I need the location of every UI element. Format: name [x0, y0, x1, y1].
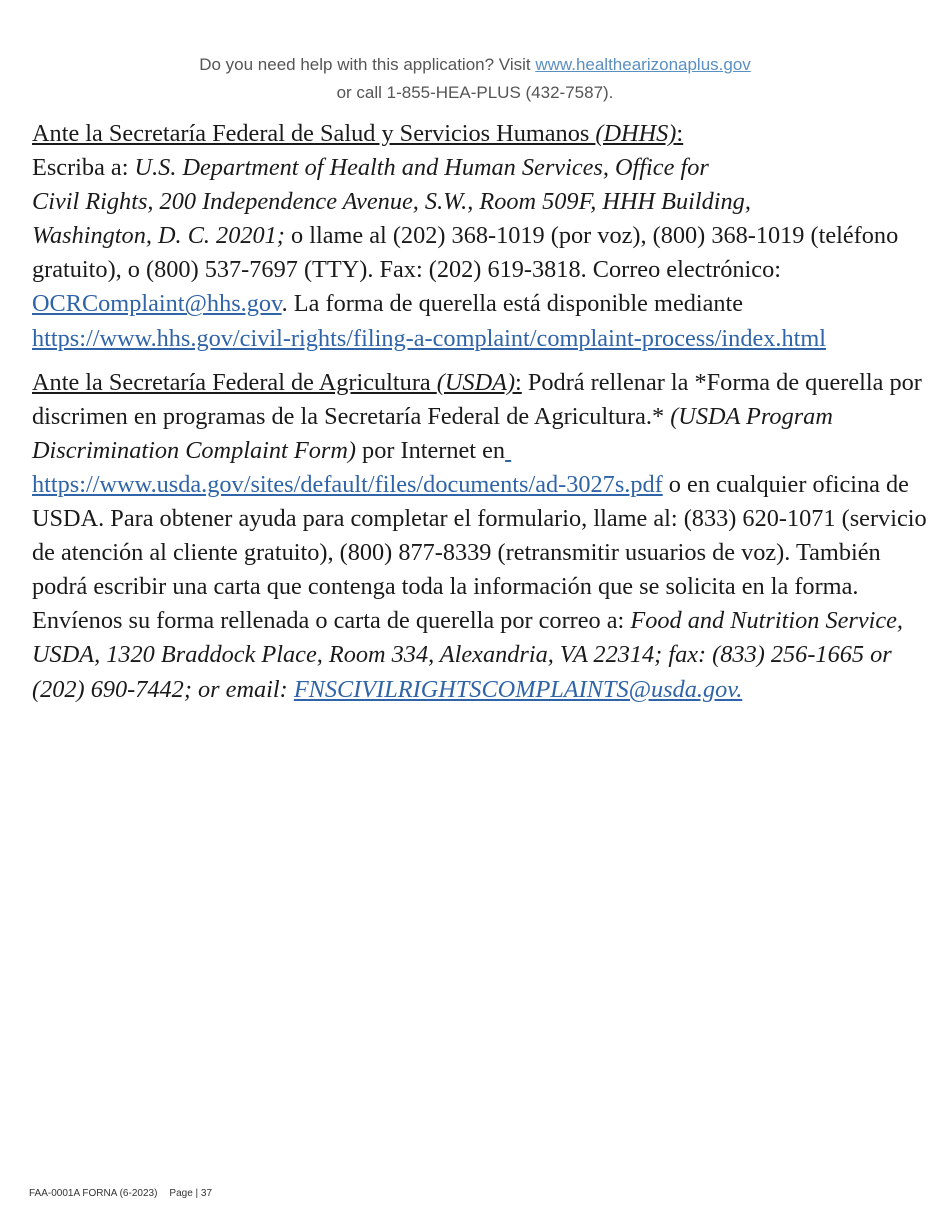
usda-instructions-text: o en cualquier oficina de USDA. Para obtener ayuda para completar el formulario, llame al: (833) 620-1071 (servicio de atención al cliente gratuito), (800) 877-8339 (retransmitir usuarios de voz). También podrá escribir una carta que contenga toda la información que se solicita en la forma. Envíenos su forma rellenada o carta de querella por correo a:: [32, 470, 927, 635]
dhhs-email-link[interactable]: OCRComplaint@hhs.gov: [32, 290, 282, 318]
usda-heading: [32, 369, 522, 396]
footer-page-number: Page | 37: [169, 1188, 213, 1199]
dhhs-write-label: Escriba a:: [32, 154, 135, 182]
usda-email-link[interactable]: FNSCIVILRIGHTSCOMPLAINTS@usda.gov.: [293, 675, 743, 703]
usda-paragraph: [32, 366, 932, 707]
dhhs-phone-text: o llame al (202) 368-1019 (por voz), (800) 368-1019 (teléfono gratuito), o (800) 537-7697 (TTY). Fax: (202) 619-3818. Correo electrónico:: [32, 222, 899, 284]
dhhs-paragraph: [32, 117, 932, 356]
help-line-1: [0, 51, 950, 79]
page-footer: [29, 1188, 212, 1199]
usda-internet-text: por Internet en: [355, 436, 506, 464]
dhhs-heading-text: Ante la Secretaría Federal de Salud y Servicios Humanos: [32, 120, 596, 147]
dhhs-form-text: . La forma de querella está disponible mediante: [281, 290, 744, 318]
usda-link-spacer: [505, 437, 511, 464]
usda-heading-colon: :: [515, 368, 522, 396]
dhhs-heading-abbr: (DHHS): [595, 120, 677, 147]
document-body: [32, 117, 932, 717]
usda-heading-text: Ante la Secretaría Federal de Agricultura: [32, 368, 437, 396]
dhhs-address-line-2: Civil Rights, 200 Independence Avenue, S.W., Room 509F, HHH Building,: [32, 188, 751, 216]
usda-form-name: (USDA Program Discrimination Complaint Form): [32, 402, 833, 464]
healthearizonaplus-link[interactable]: www.healthearizonaplus.gov: [535, 55, 751, 74]
help-text: Do you need help with this application? Visit: [199, 55, 536, 74]
dhhs-complaint-url-link[interactable]: https://www.hhs.gov/civil-rights/filing-a-complaint/complaint-process/index.html: [32, 324, 827, 352]
dhhs-heading-colon: :: [676, 120, 684, 147]
usda-form-url-link[interactable]: https://www.usda.gov/sites/default/files/documents/ad-3027s.pdf: [32, 470, 663, 498]
usda-address: Food and Nutrition Service, USDA, 1320 Braddock Place, Room 334, Alexandria, VA 22314; fax: (833) 256-1665 or (202) 690-7442; or email:: [32, 607, 904, 703]
dhhs-address-line-3: Washington, D. C. 20201;: [32, 222, 285, 250]
dhhs-address-line-1: U.S. Department of Health and Human Services, Office for: [134, 154, 709, 182]
help-line-2: or call 1-855-HEA-PLUS (432-7587).: [336, 83, 614, 102]
usda-intro-text: Podrá rellenar la *Forma de querella por discrimen en programas de la Secretaría Federal de Agricultura.*: [32, 368, 922, 430]
dhhs-heading: [32, 120, 683, 147]
help-header: [0, 51, 950, 107]
footer-form-id: FAA-0001A FORNA (6-2023): [29, 1188, 158, 1199]
usda-heading-abbr: (USDA): [436, 368, 516, 396]
